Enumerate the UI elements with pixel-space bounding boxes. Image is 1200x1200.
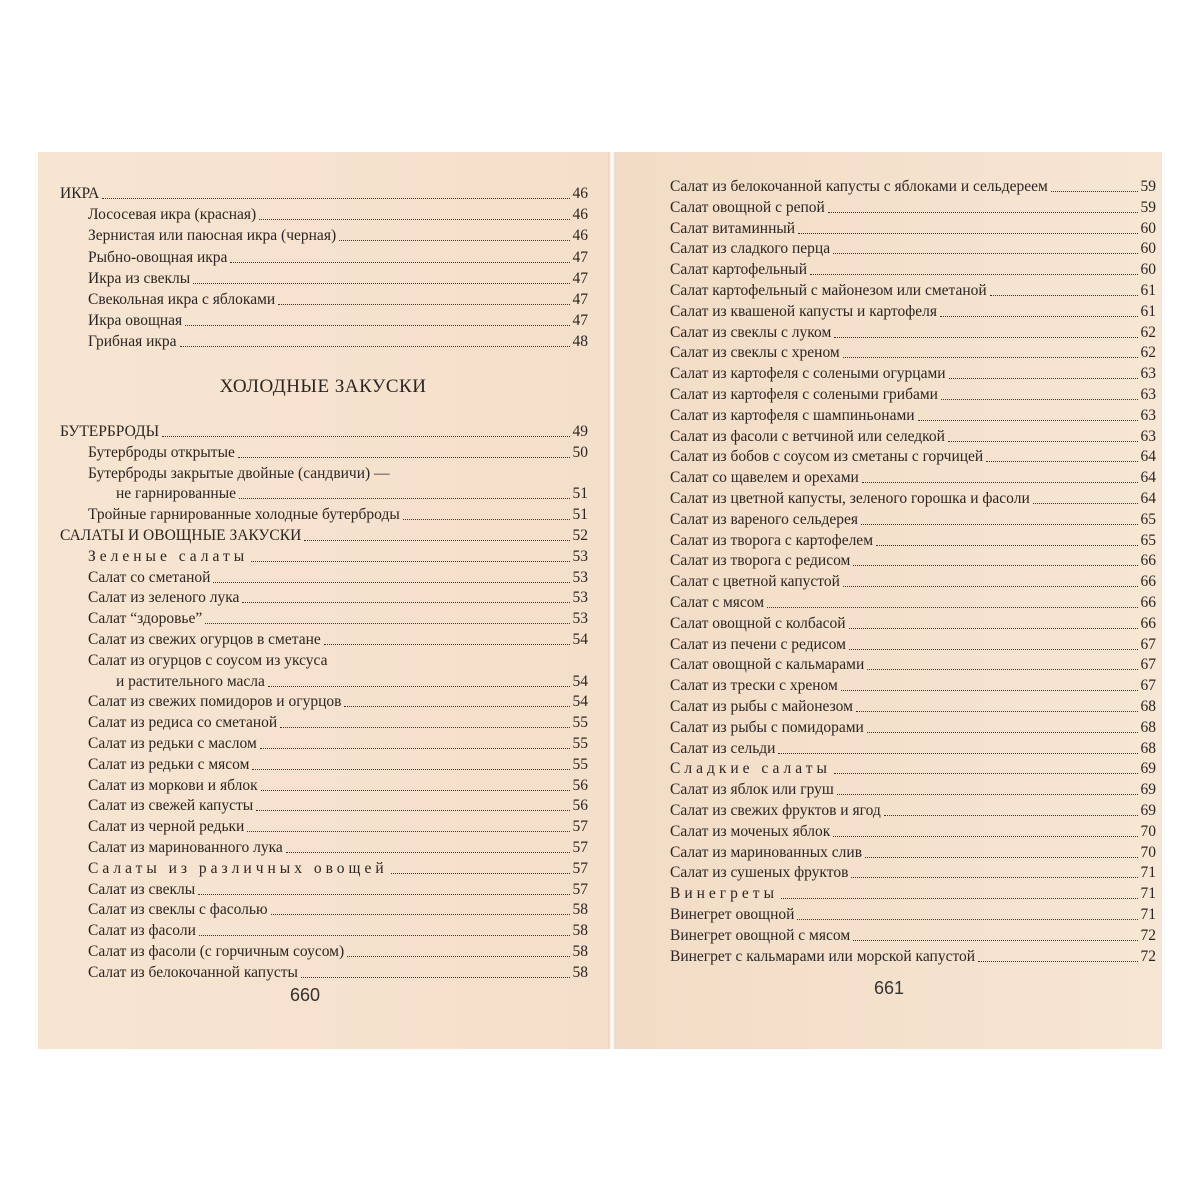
entry-title: ИКРА <box>60 185 100 202</box>
dot-leader <box>251 560 569 562</box>
entry-title: Икра овощная <box>88 312 183 330</box>
entry-page-number: 61 <box>1140 302 1156 320</box>
dot-leader <box>856 710 1138 712</box>
entry-page-number: 65 <box>1140 531 1156 549</box>
dot-leader <box>259 218 569 220</box>
dot-leader <box>347 955 569 957</box>
book-spread <box>38 152 1162 1049</box>
dot-leader <box>861 523 1137 525</box>
entry-title: Салат из квашеной капусты и картофеля <box>670 302 938 320</box>
dot-leader <box>798 232 1137 234</box>
entry-title: Лососевая икра (красная) <box>88 206 257 224</box>
entry-title: Салат из печени с редисом <box>670 635 846 653</box>
toc-entry <box>88 796 588 816</box>
toc-entry <box>670 323 1156 343</box>
dot-leader <box>339 239 569 241</box>
toc-entry <box>116 484 588 504</box>
dot-leader <box>843 356 1138 358</box>
toc-entry <box>88 942 588 962</box>
entry-title: Салат из моркови и яблок <box>88 776 258 794</box>
entry-page-number: 71 <box>1140 906 1156 923</box>
entry-page-number: 47 <box>572 269 588 287</box>
entry-title: Салат из свежих помидоров и огурцов <box>88 693 342 711</box>
entry-title: Салат со сметаной <box>88 568 211 586</box>
entry-title: Салат из редиса со сметаной <box>88 714 278 732</box>
entry-title: Салат овощной с колбасой <box>670 614 846 632</box>
entry-page-number: 63 <box>1140 365 1156 383</box>
dot-leader <box>344 705 569 707</box>
dot-leader <box>851 876 1137 878</box>
toc-entry <box>88 630 588 650</box>
entry-page-number: 54 <box>572 631 588 648</box>
entry-title: Винегреты <box>670 885 778 903</box>
dot-leader <box>865 856 1137 858</box>
toc-entry <box>670 198 1156 218</box>
toc-entry <box>670 219 1156 239</box>
entry-title: Салаты из различных овощей <box>88 859 388 877</box>
page-number-left: 660 <box>290 985 321 1005</box>
entry-page-number: 47 <box>572 291 588 308</box>
dot-leader <box>862 481 1138 483</box>
entry-title: Салат из картофеля с шампиньонами <box>670 406 915 424</box>
dot-leader <box>876 544 1138 546</box>
entry-title: Салат из маринованных слив <box>670 843 863 861</box>
entry-page-number: 47 <box>572 312 588 330</box>
toc-entry <box>88 332 588 352</box>
entry-title: Салат из сушеных фруктов <box>670 864 849 882</box>
entry-page-number: 54 <box>572 693 588 711</box>
entry-page-number: 57 <box>572 859 588 877</box>
dot-leader <box>918 419 1138 421</box>
toc-entry <box>88 609 588 629</box>
toc-entry <box>88 692 588 712</box>
dot-leader <box>261 789 570 791</box>
toc-entry <box>60 422 588 442</box>
entry-page-number: 56 <box>572 797 588 815</box>
toc-entry <box>88 817 588 837</box>
dot-leader <box>238 456 570 458</box>
toc-entry <box>670 822 1156 842</box>
entry-title: Салат из картофеля с солеными грибами <box>670 386 938 403</box>
entry-page-number: 64 <box>1140 448 1156 466</box>
entry-page-number: 63 <box>1140 406 1156 424</box>
toc-entry <box>670 468 1156 488</box>
dot-leader <box>986 460 1137 462</box>
entry-page-number: 55 <box>572 735 588 752</box>
toc-entry <box>670 614 1156 634</box>
toc-entry <box>116 672 588 692</box>
entry-page-number: 60 <box>1140 261 1156 279</box>
dot-leader <box>324 643 570 645</box>
entry-title: Салат из рыбы с помидорами <box>670 718 864 736</box>
dot-leader <box>853 939 1137 941</box>
toc-entry <box>670 510 1156 530</box>
dot-leader <box>1051 190 1138 192</box>
entry-title: Салат овощной с кальмарами <box>670 656 865 674</box>
dot-leader <box>767 606 1137 608</box>
dot-leader <box>941 398 1138 400</box>
toc-entry <box>670 947 1156 967</box>
entry-title: САЛАТЫ И ОВОЩНЫЕ ЗАКУСКИ <box>60 527 302 544</box>
entry-page-number: 69 <box>1140 781 1156 799</box>
entry-title: не гарнированные <box>116 485 237 503</box>
entry-page-number: 64 <box>1140 490 1156 507</box>
entry-page-number: 69 <box>1140 802 1156 819</box>
dot-leader <box>834 772 1138 774</box>
entry-page-number: 66 <box>1140 552 1156 570</box>
entry-page-number: 67 <box>1140 635 1156 653</box>
entry-title: Салат витаминный <box>670 219 796 237</box>
toc-entry <box>88 776 588 796</box>
dot-leader <box>810 273 1138 275</box>
dot-leader <box>391 872 570 874</box>
entry-title: Салат из огурцов с соусом из уксуса <box>88 651 328 669</box>
dot-leader <box>990 294 1138 296</box>
toc-entry <box>670 801 1156 821</box>
dot-leader <box>833 835 1137 837</box>
toc-entry <box>670 239 1156 259</box>
entry-page-number: 51 <box>572 506 588 524</box>
entry-page-number: 47 <box>572 248 588 266</box>
entry-title: Салат картофельный с майонезом или сметаной <box>670 282 987 299</box>
entry-page-number: 64 <box>1140 469 1156 487</box>
dot-leader <box>393 478 585 479</box>
entry-title: Бутерброды открытые <box>88 443 235 461</box>
toc-entry <box>88 734 588 754</box>
toc-entry <box>88 547 588 567</box>
dot-leader <box>247 830 569 832</box>
entry-page-number: 52 <box>572 527 588 544</box>
entry-title: Салат из картофеля с солеными огурцами <box>670 365 946 383</box>
dot-leader <box>853 564 1137 566</box>
toc-entry <box>670 884 1156 904</box>
entry-title: Салат из сладкого перца <box>670 240 831 258</box>
toc-entry <box>670 551 1156 571</box>
entry-page-number: 62 <box>1140 344 1156 362</box>
toc-entry <box>88 713 588 733</box>
entry-title: Салат из свеклы с луком <box>670 323 832 341</box>
entry-title: Салат из свежей капусты <box>88 797 254 815</box>
entry-page-number: 72 <box>1140 947 1156 965</box>
dot-leader <box>268 685 570 687</box>
dot-leader <box>867 731 1138 733</box>
entry-title: Салат картофельный <box>670 261 807 279</box>
entry-page-number: 63 <box>1140 427 1156 445</box>
entry-title: Салат из вареного сельдерея <box>670 510 859 528</box>
toc-entry <box>670 531 1156 551</box>
entry-page-number: 65 <box>1140 510 1156 528</box>
entry-page-number: 62 <box>1140 323 1156 341</box>
entry-page-number: 53 <box>572 547 588 565</box>
entry-page-number: 60 <box>1140 240 1156 258</box>
dot-leader <box>781 897 1138 899</box>
entry-title: Салат из свеклы с хреном <box>670 344 840 362</box>
entry-page-number: 53 <box>572 610 588 628</box>
entry-page-number: 46 <box>572 206 588 224</box>
entry-title: Салат из черной редьки <box>88 818 245 836</box>
entry-page-number: 57 <box>572 818 588 836</box>
entry-page-number: 71 <box>1140 885 1156 903</box>
dot-leader <box>199 934 570 936</box>
dot-leader <box>286 851 570 853</box>
dot-leader <box>162 435 569 437</box>
entry-page-number: 71 <box>1140 864 1156 882</box>
entry-page-number: 46 <box>572 185 588 202</box>
dot-leader <box>841 689 1138 691</box>
entry-title: Салат со щавелем и орехами <box>670 469 859 487</box>
entry-page-number: 70 <box>1140 822 1156 840</box>
toc-entry <box>670 780 1156 800</box>
toc-entry <box>88 248 588 268</box>
toc-entry <box>88 205 588 225</box>
dot-leader <box>1033 502 1138 504</box>
entry-page-number: 68 <box>1140 739 1156 757</box>
entry-page-number: 58 <box>572 943 588 960</box>
toc-entry <box>88 755 588 775</box>
dot-leader <box>271 913 570 915</box>
dot-leader <box>242 601 569 603</box>
entry-title: Салат овощной с репой <box>670 198 825 216</box>
entry-title: Салат из цветной капусты, зеленого горошка и фасоли <box>670 490 1030 507</box>
toc-entry <box>670 281 1156 301</box>
entry-title: БУТЕРБРОДЫ <box>60 423 160 440</box>
toc-entry <box>670 260 1156 280</box>
entry-title: Свекольная икра с яблоками <box>88 291 276 308</box>
dot-leader <box>213 581 569 583</box>
entry-title: Салат из зеленого лука <box>88 589 240 607</box>
entry-title: Салат из яблок или груш <box>670 781 834 799</box>
entry-page-number: 63 <box>1140 386 1156 403</box>
entry-page-number: 55 <box>572 755 588 773</box>
toc-entry <box>670 593 1156 613</box>
page-number-right: 661 <box>874 978 905 998</box>
dot-leader <box>948 440 1138 442</box>
entry-page-number: 66 <box>1140 573 1156 591</box>
toc-entry <box>670 718 1156 738</box>
dot-leader <box>193 282 569 284</box>
entry-page-number: 56 <box>572 776 588 794</box>
dot-leader <box>833 252 1137 254</box>
dot-leader <box>834 336 1137 338</box>
entry-page-number: 58 <box>572 901 588 919</box>
entry-title: Рыбно-овощная икра <box>88 248 228 266</box>
entry-page-number: 57 <box>572 839 588 856</box>
toc-entry <box>670 926 1156 946</box>
entry-page-number: 59 <box>1140 178 1156 195</box>
entry-title: Салат из редьки с маслом <box>88 735 257 752</box>
toc-entry <box>88 838 588 858</box>
dot-leader <box>940 315 1137 317</box>
toc-entry <box>88 226 588 246</box>
dot-leader <box>884 814 1138 816</box>
right-page <box>616 152 1162 1049</box>
dot-leader <box>280 726 569 728</box>
entry-page-number: 58 <box>572 922 588 940</box>
toc-entry <box>88 651 588 671</box>
toc-entry <box>670 863 1156 883</box>
entry-title: Сладкие салаты <box>670 760 831 778</box>
dot-leader <box>198 893 569 895</box>
toc-entry <box>670 759 1156 779</box>
entry-page-number: 58 <box>572 963 588 981</box>
entry-title: и растительного масла <box>116 672 265 690</box>
dot-leader <box>849 648 1138 650</box>
toc-entry <box>670 739 1156 759</box>
entry-page-number: 53 <box>572 568 588 586</box>
entry-page-number: 48 <box>572 333 588 351</box>
toc-entry <box>88 311 588 331</box>
toc-entry <box>670 364 1156 384</box>
dot-leader <box>949 377 1138 379</box>
toc-entry <box>670 489 1156 509</box>
dot-leader <box>403 518 570 520</box>
entry-page-number: 72 <box>1140 926 1156 944</box>
toc-entry <box>670 343 1156 363</box>
toc-entry <box>670 427 1156 447</box>
toc-entry <box>88 290 588 310</box>
entry-page-number: 53 <box>572 589 588 607</box>
dot-leader <box>239 497 569 499</box>
dot-leader <box>278 303 569 305</box>
entry-title: Салат из свежих фруктов и ягод <box>670 802 881 819</box>
entry-page-number: 54 <box>572 672 588 690</box>
entry-title: Салат из бобов с соусом из сметаны с горчицей <box>670 448 984 466</box>
entry-page-number: 70 <box>1140 843 1156 861</box>
entry-title: Салат с цветной капустой <box>670 573 840 591</box>
toc-entry <box>670 385 1156 405</box>
dot-leader <box>978 960 1137 962</box>
dot-leader <box>301 976 570 978</box>
toc-entry <box>88 859 588 879</box>
dot-leader <box>778 752 1137 754</box>
entry-page-number: 59 <box>1140 198 1156 216</box>
entry-page-number: 66 <box>1140 594 1156 611</box>
entry-page-number: 68 <box>1140 718 1156 736</box>
dot-leader <box>180 345 570 347</box>
entry-title: Салат с мясом <box>670 594 765 611</box>
dot-leader <box>102 197 569 199</box>
toc-entry <box>88 464 588 484</box>
toc-entry <box>670 572 1156 592</box>
entry-title: Салат из моченых яблок <box>670 822 831 840</box>
entry-page-number: 67 <box>1140 656 1156 674</box>
entry-page-number: 46 <box>572 227 588 245</box>
toc-entry <box>670 843 1156 863</box>
entry-title: Салат из свеклы <box>88 880 196 898</box>
toc-entry <box>88 588 588 608</box>
entry-page-number: 68 <box>1140 698 1156 715</box>
entry-title: Зеленые салаты <box>88 547 249 565</box>
entry-title: Салат из фасоли <box>88 922 196 940</box>
toc-entry <box>88 963 588 983</box>
entry-page-number: 67 <box>1140 677 1156 695</box>
entry-title: Салат из творога с редисом <box>670 552 851 570</box>
toc-entry <box>670 697 1156 717</box>
dot-leader <box>849 627 1138 629</box>
toc-entry <box>88 880 588 900</box>
entry-title: Салат из маринованного лука <box>88 839 283 856</box>
entry-page-number: 49 <box>572 423 588 440</box>
entry-title: Салат из трески с хреном <box>670 677 838 695</box>
entry-page-number: 61 <box>1140 282 1156 299</box>
dot-leader <box>304 539 569 541</box>
entry-title: Салат из творога с картофелем <box>670 531 873 549</box>
entry-page-number: 60 <box>1140 219 1156 237</box>
toc-entry <box>670 905 1156 925</box>
dot-leader <box>230 261 569 263</box>
entry-title: Салат из редьки с мясом <box>88 755 250 773</box>
entry-title: Винегрет овощной <box>670 906 795 923</box>
entry-title: Салат из белокочанной капусты с яблоками и сельдереем <box>670 178 1048 195</box>
dot-leader <box>256 809 569 811</box>
toc-entry <box>88 568 588 588</box>
entry-title: Винегрет с кальмарами или морской капустой <box>670 947 976 965</box>
toc-entry <box>60 184 588 204</box>
entry-title: Салат из сельди <box>670 739 776 757</box>
dot-leader <box>330 665 585 666</box>
dot-leader <box>828 211 1138 213</box>
toc-entry <box>670 447 1156 467</box>
section-heading: ХОЛОДНЫЕ ЗАКУСКИ <box>219 376 427 397</box>
entry-title: Винегрет овощной с мясом <box>670 926 851 944</box>
entry-title: Тройные гарнированные холодные бутерброды <box>88 506 400 524</box>
entry-title: Салат “здоровье” <box>88 610 203 628</box>
entry-title: Икра из свеклы <box>88 269 191 287</box>
toc-entry <box>670 302 1156 322</box>
dot-leader <box>797 918 1137 920</box>
entry-title: Зернистая или паюсная икра (черная) <box>88 227 337 245</box>
entry-page-number: 51 <box>572 485 588 503</box>
entry-page-number: 50 <box>572 443 588 461</box>
toc-entry <box>88 443 588 463</box>
entry-page-number: 69 <box>1140 760 1156 778</box>
dot-leader <box>252 768 569 770</box>
toc-entry <box>670 177 1156 197</box>
entry-page-number: 55 <box>572 714 588 732</box>
entry-page-number: 66 <box>1140 614 1156 632</box>
entry-title: Салат из фасоли с ветчиной или селедкой <box>670 427 945 445</box>
dot-leader <box>867 668 1137 670</box>
toc-entry <box>670 635 1156 655</box>
entry-title: Салат из свеклы с фасолью <box>88 901 268 919</box>
toc-entry <box>670 406 1156 426</box>
dot-leader <box>260 747 570 749</box>
entry-title: Салат из рыбы с майонезом <box>670 698 853 715</box>
entry-title: Бутерброды закрытые двойные (сандвичи) — <box>88 464 390 482</box>
entry-title: Салат из белокочанной капусты <box>88 963 298 981</box>
dot-leader <box>185 324 569 326</box>
left-page <box>38 152 608 1049</box>
toc-entry <box>670 655 1156 675</box>
dot-leader <box>205 622 569 624</box>
toc-entry <box>88 900 588 920</box>
entry-page-number: 57 <box>572 880 588 898</box>
gutter <box>608 152 616 1049</box>
entry-title: Салат из свежих огурцов в сметане <box>88 631 321 648</box>
entry-title: Салат из фасоли (с горчичным соусом) <box>88 943 345 960</box>
dot-leader <box>843 585 1138 587</box>
toc-entry <box>88 269 588 289</box>
dot-leader <box>837 793 1138 795</box>
entry-title: Грибная икра <box>88 333 177 351</box>
toc-entry <box>670 676 1156 696</box>
toc-entry <box>88 505 588 525</box>
toc-entry <box>88 921 588 941</box>
toc-entry <box>60 526 588 546</box>
